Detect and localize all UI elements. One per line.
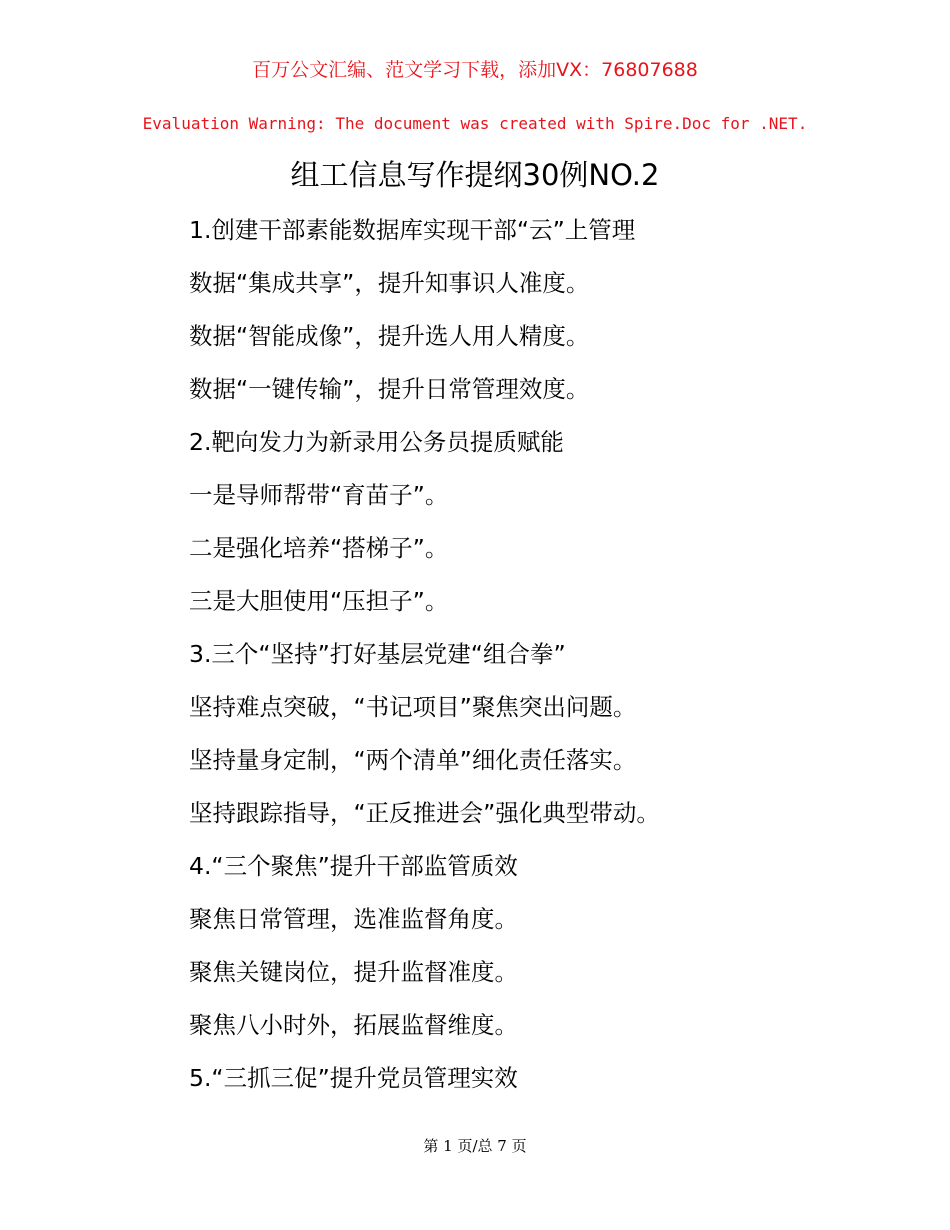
heading-item-3: 3.三个“坚持”打好基层党建“组合拳” [189,640,566,668]
paragraph: 聚焦八小时外，拓展监督维度。 [189,1011,518,1039]
heading-item-2: 2.靶向发力为新录用公务员提质赋能 [189,428,564,456]
paragraph: 聚焦日常管理，选准监督角度。 [189,905,518,933]
paragraph: 坚持量身定制，“两个清单”细化责任落实。 [189,746,637,774]
evaluation-warning: Evaluation Warning: The document was created with Spire.Doc for .NET. [142,114,808,133]
paragraph: 一是导师帮带“育苗子”。 [189,481,449,509]
paragraph: 数据“集成共享”，提升知事识人准度。 [189,269,590,297]
heading-item-5: 5.“三抓三促”提升党员管理实效 [189,1064,518,1092]
header-banner: 百万公文汇编、范文学习下载，添加VX：76807688 [252,59,698,81]
paragraph: 坚持跟踪指导，“正反推进会”强化典型带动。 [189,799,660,827]
paragraph: 数据“智能成像”，提升选人用人精度。 [189,322,590,350]
page-number-footer: 第 1 页/总 7 页 [423,1137,527,1155]
paragraph: 二是强化培养“搭梯子”。 [189,534,449,562]
heading-item-4: 4.“三个聚焦”提升干部监管质效 [189,852,518,880]
paragraph: 数据“一键传输”，提升日常管理效度。 [189,375,590,403]
paragraph: 坚持难点突破，“书记项目”聚焦突出问题。 [189,693,637,721]
heading-item-1: 1.创建干部素能数据库实现干部“云”上管理 [189,216,636,244]
paragraph: 聚焦关键岗位，提升监督准度。 [189,958,518,986]
document-body [189,204,909,1105]
document-title: 组工信息写作提纲30例NO.2 [290,158,660,192]
paragraph: 三是大胆使用“压担子”。 [189,587,449,615]
